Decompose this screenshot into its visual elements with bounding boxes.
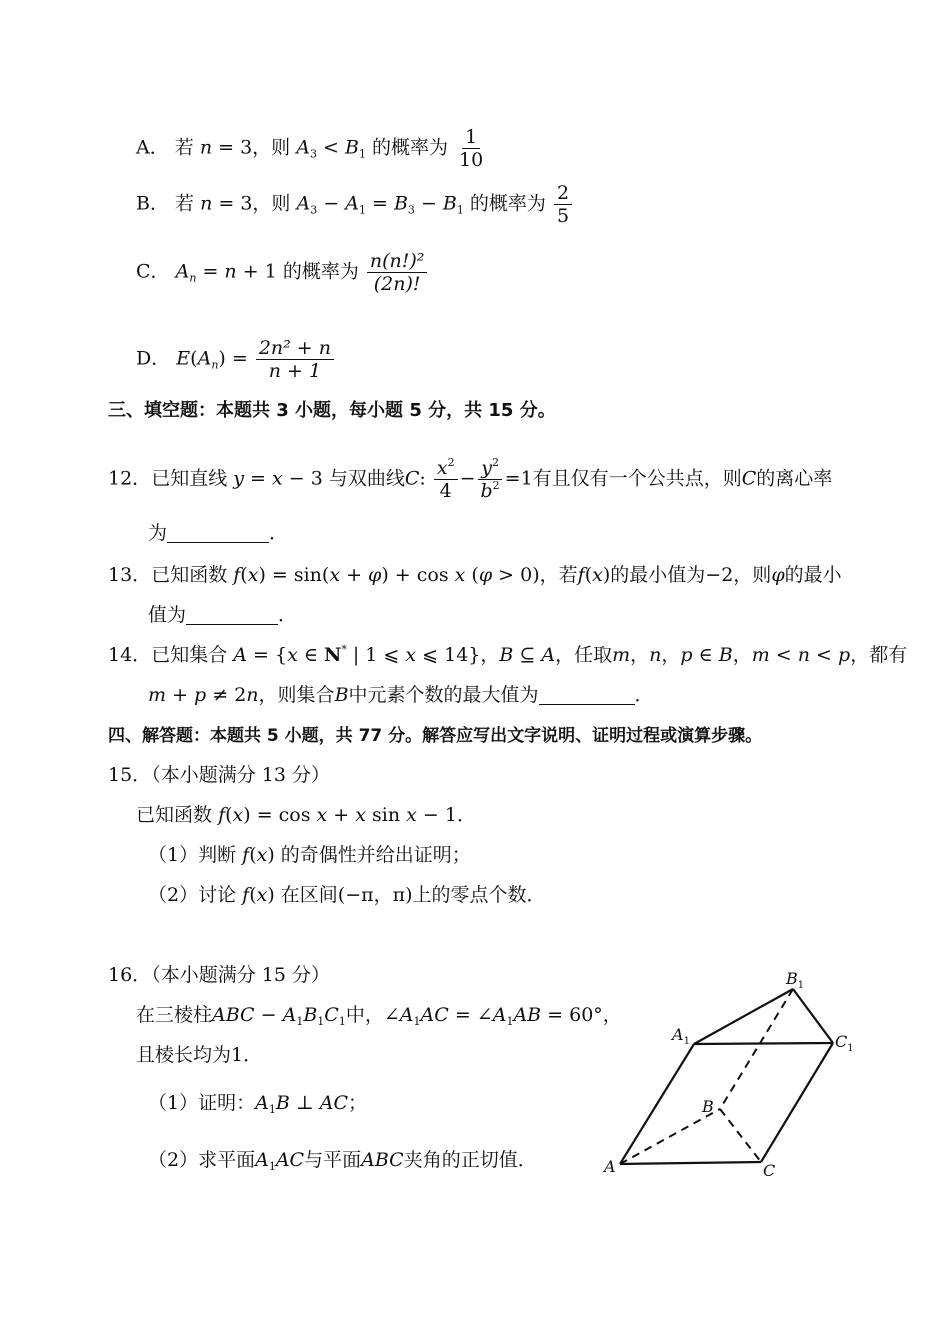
option-d: D． $E(A_n)$ = $\frac{\text{2n² + n}}{n + 1}$ [136, 337, 336, 382]
option-c-label: C． [136, 260, 170, 283]
edge-a1-b1 [694, 989, 793, 1044]
label-c: C [763, 1161, 776, 1180]
option-a: A． 若 n = 3，则 $A_3 < B_1$ 的概率为 $\frac{1}{10}$ [136, 126, 488, 171]
q15-score: （本小题满分 13 分） [151, 764, 330, 786]
label-a1: $A_1$ [672, 1025, 690, 1047]
question-16-stem-cont: 且棱长均为1． [136, 1044, 263, 1066]
edge-b-c [720, 1109, 761, 1162]
answer-blank-14[interactable] [539, 686, 635, 705]
answer-blank-13[interactable] [186, 606, 278, 625]
option-c-text: 的概率为 [282, 260, 359, 283]
q16-number: 16． [108, 964, 152, 986]
option-c: C． $A_n = n + 1$ 的概率为 $\frac{\text{n(n!)²}}{(2n)!}$ [136, 250, 429, 295]
option-d-label: D． [136, 347, 171, 370]
edge-b1-b [720, 989, 793, 1109]
option-a-fraction: $\frac{1}{10}$ [459, 126, 484, 171]
question-15-part-2: （2）讨论 f(x) 在区间(−π，π)上的零点个数． [148, 884, 546, 906]
q12-number: 12． [108, 467, 152, 490]
edge-a-c [620, 1162, 761, 1164]
question-12: 12．已知直线 y = x − 3 与双曲线C: $\frac{x^2}{4}$ − $\frac{y^2}{b^2}$ =1有且仅有一个公共点，则C的离心率 [108, 456, 833, 502]
option-b-text: 的概率为 [469, 192, 546, 215]
edge-b1-c1 [793, 989, 833, 1043]
q15-number: 15． [108, 764, 152, 786]
option-b: B． 若 n = 3，则 $A_3 - A_1 = B_3 - B_1$ 的概率为 $\frac{2}{5}$ [136, 182, 574, 227]
question-13-cont: 值为 ． [148, 604, 298, 626]
question-12-cont: 为 ． [148, 522, 289, 544]
question-16-part-1: （1）证明：$A_1B$ ⊥ AC； [148, 1092, 368, 1116]
question-15-header [108, 763, 330, 787]
prism-figure [598, 962, 868, 1182]
option-a-pre: 若 [174, 136, 194, 159]
label-a: A [604, 1157, 616, 1176]
question-16-stem: 在三棱柱ABC − $A_1B_1C_1$中，$\angle A_1AC$ = $\angle A_1AB = 60^\circ$， [136, 1004, 622, 1028]
q13-number: 13． [108, 564, 152, 586]
question-16-header [108, 963, 330, 987]
option-b-pre: 若 [175, 192, 195, 215]
label-b: B [702, 1097, 714, 1116]
answer-blank-12[interactable] [167, 524, 269, 543]
question-14: 14．已知集合 A = {x ∈ N* | 1 ⩽ x ⩽ 14}，B ⊆ A，任取m，n，p ∈ B，m < n < p，都有 [108, 643, 908, 666]
edge-c1-c [761, 1043, 833, 1162]
section-3-title: 三、填空题：本题共 3 小题，每小题 5 分，共 15 分。 [108, 400, 556, 421]
question-14-cont: m + p ≠ 2n，则集合B中元素个数的最大值为 ． [148, 684, 654, 706]
question-15-stem: 已知函数 f(x) = cos x + x sin x − 1． [136, 804, 476, 826]
section-4-title: 四、解答题：本题共 5 小题，共 77 分。解答应写出文字说明、证明过程或演算步骤。 [108, 726, 763, 746]
option-b-label: B． [136, 192, 169, 215]
q16-score: （本小题满分 15 分） [151, 964, 330, 986]
q14-number: 14． [108, 644, 152, 666]
option-d-fraction: $\frac{\text{2n² + n}}{n + 1}$ [256, 337, 334, 382]
edge-a1-a [620, 1044, 694, 1164]
edge-a1-c1 [694, 1043, 833, 1044]
option-c-fraction: $\frac{\text{n(n!)²}}{(2n)!}$ [367, 250, 428, 295]
label-b1: $B_1$ [786, 969, 805, 991]
option-a-label: A． [136, 136, 169, 159]
question-16-part-2: （2）求平面$A_1AC$与平面ABC夹角的正切值． [148, 1149, 537, 1173]
option-a-text: 的概率为 [371, 136, 448, 159]
label-c1: $C_1$ [835, 1032, 854, 1054]
edge-a-b [620, 1109, 720, 1164]
question-13: 13．已知函数 f(x) = sin(x + φ) + cos x (φ > 0)，若f(x)的最小值为−2，则φ的最小 [108, 564, 842, 586]
option-b-fraction: $\frac{2}{5}$ [554, 182, 572, 227]
question-15-part-1: （1）判断 f(x) 的奇偶性并给出证明； [148, 844, 471, 866]
